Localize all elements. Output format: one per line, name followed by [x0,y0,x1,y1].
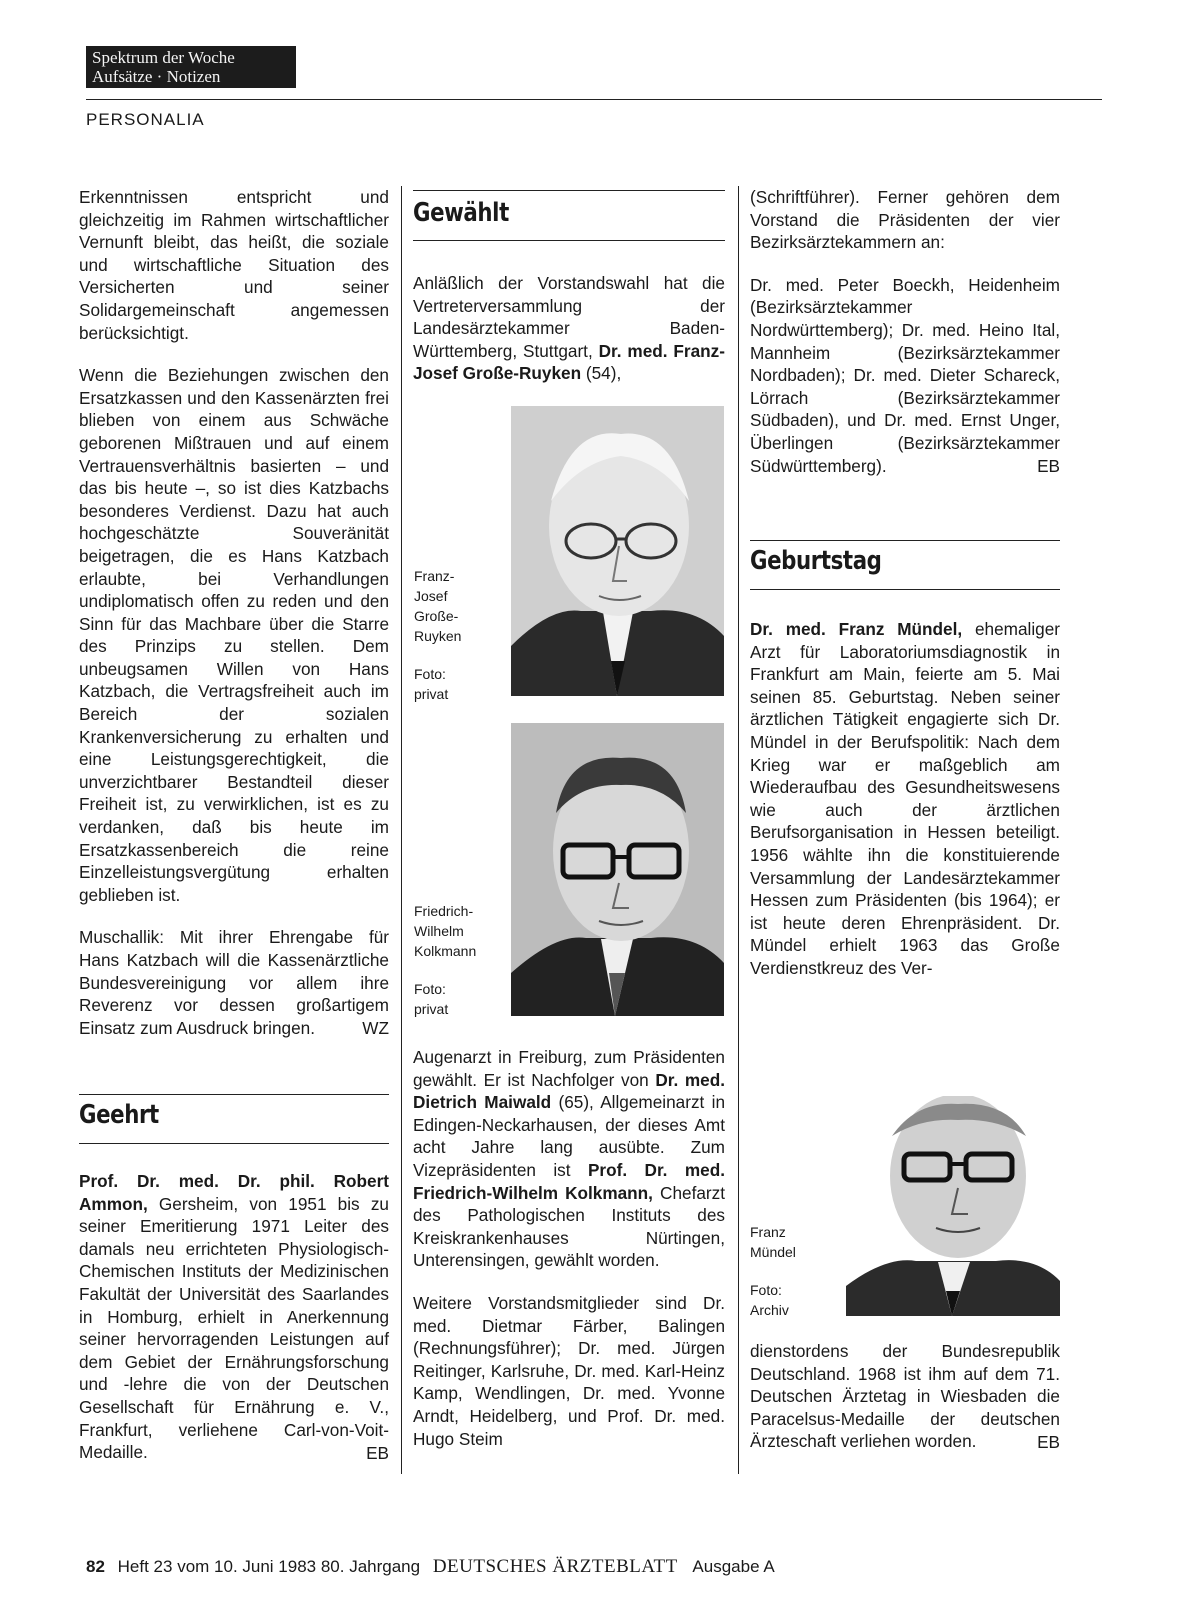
photo-1-caption-line: Josef [414,588,448,604]
photo-1-caption-line: Ruyken [414,628,462,644]
gewaehlt-president-name: Dr. med. Franz-Josef Große-Ruyken [413,340,725,384]
section-title: PERSONALIA [86,110,205,129]
portrait-kolkmann-illustration [511,723,724,1016]
geehrt-text: Gersheim, von 1951 bis zu seiner Emeritierung 1971 Leiter des damals neu errichteten Physiologisch-Chemischen Instituts der Medizinischen Fakultät der Universität des Saarlandes in Homburg, erhielt in Anerkennung seiner hervorragenden Leistungen auf dem Gebiet der Ernährungsforschung und -lehre die von der Deutschen Gesellschaft für Ernährung e. V., Frankfurt, verliehene Carl-von-Voit-Medaille. [79,1193,389,1463]
gewaehlt-intro-text: Anläßlich der Vorstandswahl hat die Vertreterversammlung der Landesärztekammer Baden-Württemberg, Stuttgart, [413,273,725,361]
gewaehlt-members-paragraph: Weitere Vorstandsmitglieder sind Dr. med. Dietmar Färber, Balingen (Rechnungsführer); Dr. med. Jürgen Reitinger, Karlsruhe, Dr. med. Karl-Heinz Kamp, Wendlingen, Dr. med. Yvonne Arndt, Heidelberg, und Prof. Dr. med. Hugo Steim [413,1292,725,1449]
heading-gewaehlt: Gewählt [413,198,509,228]
col1-paragraph-2: Wenn die Beziehungen zwischen den Ersatzkassen und den Kassenärzten frei blieben von einem aus Schwäche geborenen Mißtrauen und auf einem Vertrauensverhältnis basierten – und das bis heute –, so ist dies Katzbachs besonderes Verdienst. Dazu hat auch hochgeschätzte Souveränität beigetragen, die es Hans Katzbach erlaubte, bei Verhandlungen undiplomatisch offen zu reden und den Sinn für das Machbare über die Starre des Prinzips zu stellen. Dem unbeugsamen Willen von Hans Katzbach, die Vertragsfreiheit auch im Bereich der sozialen Krankenversicherung zu erhalten und eine Leistungsgerechtigkeit, die unverzichtbarer Bestandteil dieser Freiheit ist, zu verwirklichen, ist es zu verdanken, daß bis heute im Ersatzkassenbereich die reine Einzelleistungsvergütung erhalten geblieben ist. [79,365,389,905]
gewaehlt-intro-tail: (54), [581,363,622,384]
geehrt-bottom-rule [79,1143,389,1144]
portrait-photo-muendel [846,1096,1060,1316]
col1-paragraph-3-text: Muschallik: Mit ihrer Ehrengabe für Hans Katzbach will die Kassenärztliche Bundesvereinigung vor allem ihre Reverenz vor dessen großartigem Einsatz zum Ausdruck bringen. [79,927,389,1038]
photo-2-caption [414,901,509,1019]
section-badge [86,46,296,88]
col1-paragraph-1: Erkenntnissen entspricht und gleichzeitig im Rahmen wirtschaftlicher Vernunft bleibt, das heißt, die soziale und wirtschaftliche Situation des Versicherten und seiner Solidargemeinschaft angemessen berücksichtigt. [79,187,389,343]
gewaehlt-bottom-rule [413,240,725,241]
gewaehlt-top-rule [413,190,725,191]
badge-line-1: Spektrum der Woche [92,48,235,67]
portrait-muendel-illustration [846,1096,1060,1316]
geburtstag-article [750,618,1060,980]
gewaehlt-continuation [413,1046,725,1450]
geburtstag-continuation [750,1340,1060,1454]
column-divider-2 [738,186,739,1474]
gewaehlt-cont-text-a: Augenarzt in Freiburg, zum Präsidenten gewählt. Er ist Nachfolger von [413,1047,725,1090]
column-divider-1 [401,186,402,1474]
photo-1-caption [414,566,490,704]
page-number: 82 [86,1557,105,1576]
photo-1-credit-line: privat [414,686,449,702]
photo-1-caption-line: Große- [414,608,459,624]
geehrt-top-rule [79,1094,389,1095]
photo-3-caption [750,1222,840,1320]
photo-3-caption-line: Mündel [750,1244,796,1260]
geehrt-paragraph [79,1170,389,1464]
page-footer [86,1556,775,1578]
photo-3-credit-line: Archiv [750,1302,789,1318]
geehrt-person-name: Prof. Dr. med. Dr. phil. Robert Ammon, [79,1171,389,1214]
photo-1-credit-line: Foto: [414,666,446,682]
issue-info: Heft 23 vom 10. Juni 1983 80. Jahrgang [117,1557,421,1576]
geburtstag-bottom-rule [750,589,1060,590]
gewaehlt-continuation-paragraph [413,1046,725,1272]
gewaehlt-intro [413,272,725,385]
column-1 [79,186,389,1040]
geburtstag-top-rule [750,540,1060,541]
photo-3-credit-line: Foto: [750,1282,782,1298]
column-3-top [750,186,1060,478]
portrait-photo-kolkmann [511,723,724,1016]
badge-line-2: Aufsätze · Notizen [92,67,221,86]
header-rule [86,99,1102,100]
geehrt-signature: EB [366,1442,389,1463]
geburtstag-paragraph [750,618,1060,980]
gewaehlt-vice-president-name: Prof. Dr. med. Friedrich-Wilhelm Kolkmann, [413,1159,725,1203]
heading-geburtstag: Geburtstag [750,546,882,576]
gewaehlt-cont-text-c: Chefarzt des Pathologischen Instituts des Kreiskrankenhauses Nürtingen, Unterensingen, gewählt worden. [413,1182,725,1271]
geburtstag-person-name: Dr. med. Franz Mündel, [750,619,963,639]
photo-2-caption-line: Wilhelm [414,923,464,939]
col1-signature: WZ [362,1018,389,1039]
portrait-photo-grosse-ruyken [511,406,724,696]
col3-paragraph-2: Dr. med. Peter Boeckh, Heidenheim (Bezirksärztekammer Nordwürttemberg); Dr. med. Heino Ital, Mannheim (Bezirksärztekammer Nordbaden); Dr. med. Dieter Schareck, Lörrach (Bezirksärztekammer Südbaden), und Dr. med. Ernst Unger, Überlingen (Bezirksärztekammer Südwürttemberg). [750,274,1060,476]
gewaehlt-predecessor-name: Dr. med. Dietrich Maiwald [413,1069,725,1113]
photo-1-caption-line: Franz- [414,568,455,584]
gewaehlt-cont-text-b: (65), Allgemeinarzt in Edingen-Neckarhausen, der dieses Amt acht Jahre lang ausübte. Zum Vizepräsidenten ist [413,1092,726,1180]
photo-2-caption-line: Friedrich- [414,903,474,919]
geburtstag-signature: EB [1037,1431,1060,1452]
geburtstag-text: ehemaliger Arzt für Laboratoriumsdiagnostik in Frankfurt am Main, feierte am 5. Mai seinen 85. Geburtstag. Neben seiner ärztlichen Tätigkeit engagierte sich Dr. Mündel in der Berufspolitik: Nach dem Krieg war er maßgeblich am Wiederaufbau des Gesundheitswesens wie auch der ärztlichen Berufsorganisation in Hessen beteiligt. 1956 wählte ihn die konstituierende Versammlung der Landesärztekammer Hessen zum Präsidenten (bis 1964); er ist heute deren Ehrenpräsident. Dr. Mündel erhielt 1963 das Große Verdienstkreuz des Ver- [750,619,1060,978]
photo-2-credit-line: Foto: [414,981,446,997]
portrait-grosse-ruyken-illustration [511,406,724,696]
heading-geehrt: Geehrt [79,1100,159,1130]
edition-label: Ausgabe A [692,1557,775,1576]
gewaehlt-intro-paragraph [413,272,725,385]
geehrt-article [79,1170,389,1464]
photo-2-caption-line: Kolkmann [414,943,477,959]
photo-2-credit-line: privat [414,1001,449,1017]
col3-signature: EB [1037,456,1060,477]
photo-3-caption-line: Franz [750,1224,786,1240]
journal-name: DEUTSCHES ÄRZTEBLATT [432,1556,678,1577]
geburtstag-continuation-paragraph: dienstordens der Bundesrepublik Deutschland. 1968 ist ihm auf dem 71. Deutschen Ärztetag in Wiesbaden die Paracelsus-Medaille der deutschen Ärzteschaft verliehen worden. [750,1341,1060,1452]
col3-paragraph-1: (Schriftführer). Ferner gehören dem Vorstand die Präsidenten der vier Bezirksärztekammern an: [750,187,1060,253]
